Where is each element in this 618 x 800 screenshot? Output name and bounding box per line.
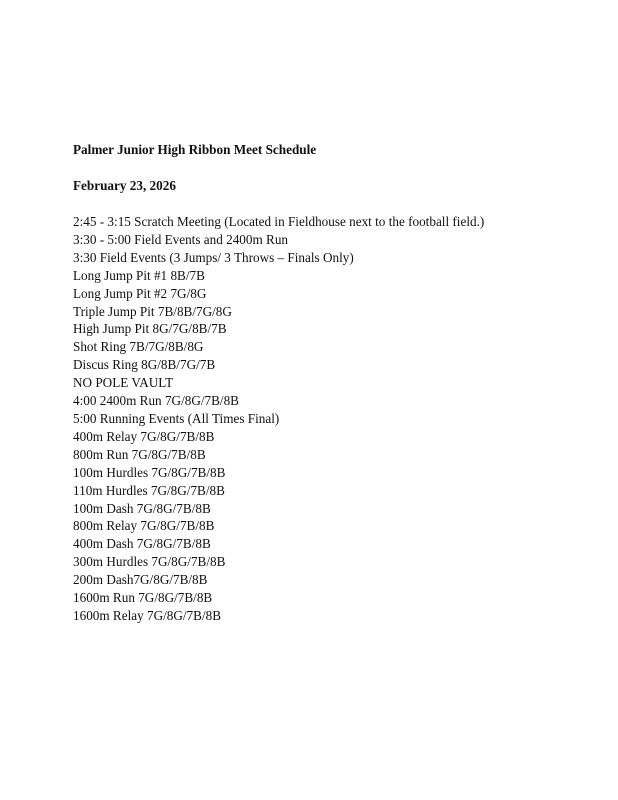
schedule-item-110m-hurdles: 110m Hurdles 7G/8G/7B/8B [73, 482, 225, 498]
schedule-item-triple-jump: Triple Jump Pit 7B/8B/7G/8G [73, 303, 232, 319]
schedule-item-300m-hurdles: 300m Hurdles 7G/8G/7B/8B [73, 554, 226, 570]
schedule-item-field-events-header: 3:30 Field Events (3 Jumps/ 3 Throws – Finals Only) [73, 249, 354, 265]
schedule-item-800m-run: 800m Run 7G/8G/7B/8B [73, 446, 206, 462]
schedule-item-no-pole-vault: NO POLE VAULT [73, 375, 174, 391]
schedule-item-2400m-run: 4:00 2400m Run 7G/8G/7B/8B [73, 393, 239, 409]
schedule-item-discus-ring: Discus Ring 8G/8B/7G/7B [73, 357, 216, 373]
schedule-item-long-jump-pit-2: Long Jump Pit #2 7G/8G [73, 285, 207, 301]
schedule-item-high-jump: High Jump Pit 8G/7G/8B/7B [73, 321, 227, 337]
schedule-item-running-events-header: 5:00 Running Events (All Times Final) [73, 410, 280, 426]
document-content [73, 141, 593, 625]
schedule-item-800m-relay: 800m Relay 7G/8G/7B/8B [73, 518, 215, 534]
schedule-item-100m-hurdles: 100m Hurdles 7G/8G/7B/8B [73, 464, 226, 480]
schedule-item-1600m-run: 1600m Run 7G/8G/7B/8B [73, 590, 213, 606]
schedule-item-400m-dash: 400m Dash 7G/8G/7B/8B [73, 536, 211, 552]
schedule-list [73, 213, 593, 625]
meet-date: February 23, 2026 [73, 178, 176, 193]
schedule-item-1600m-relay: 1600m Relay 7G/8G/7B/8B [73, 607, 221, 623]
document-title: Palmer Junior High Ribbon Meet Schedule [73, 142, 317, 157]
schedule-item-scratch-meeting: 2:45 - 3:15 Scratch Meeting (Located in Fieldhouse next to the football field.) [73, 214, 485, 229]
schedule-item-long-jump-pit-1: Long Jump Pit #1 8B/7B [73, 267, 205, 283]
schedule-item-400m-relay: 400m Relay 7G/8G/7B/8B [73, 428, 215, 444]
schedule-item-field-events-window: 3:30 - 5:00 Field Events and 2400m Run [73, 231, 289, 247]
schedule-item-100m-dash: 100m Dash 7G/8G/7B/8B [73, 500, 211, 516]
schedule-item-200m-dash: 200m Dash7G/8G/7B/8B [73, 572, 208, 588]
schedule-item-shot-ring: Shot Ring 7B/7G/8B/8G [73, 339, 204, 355]
